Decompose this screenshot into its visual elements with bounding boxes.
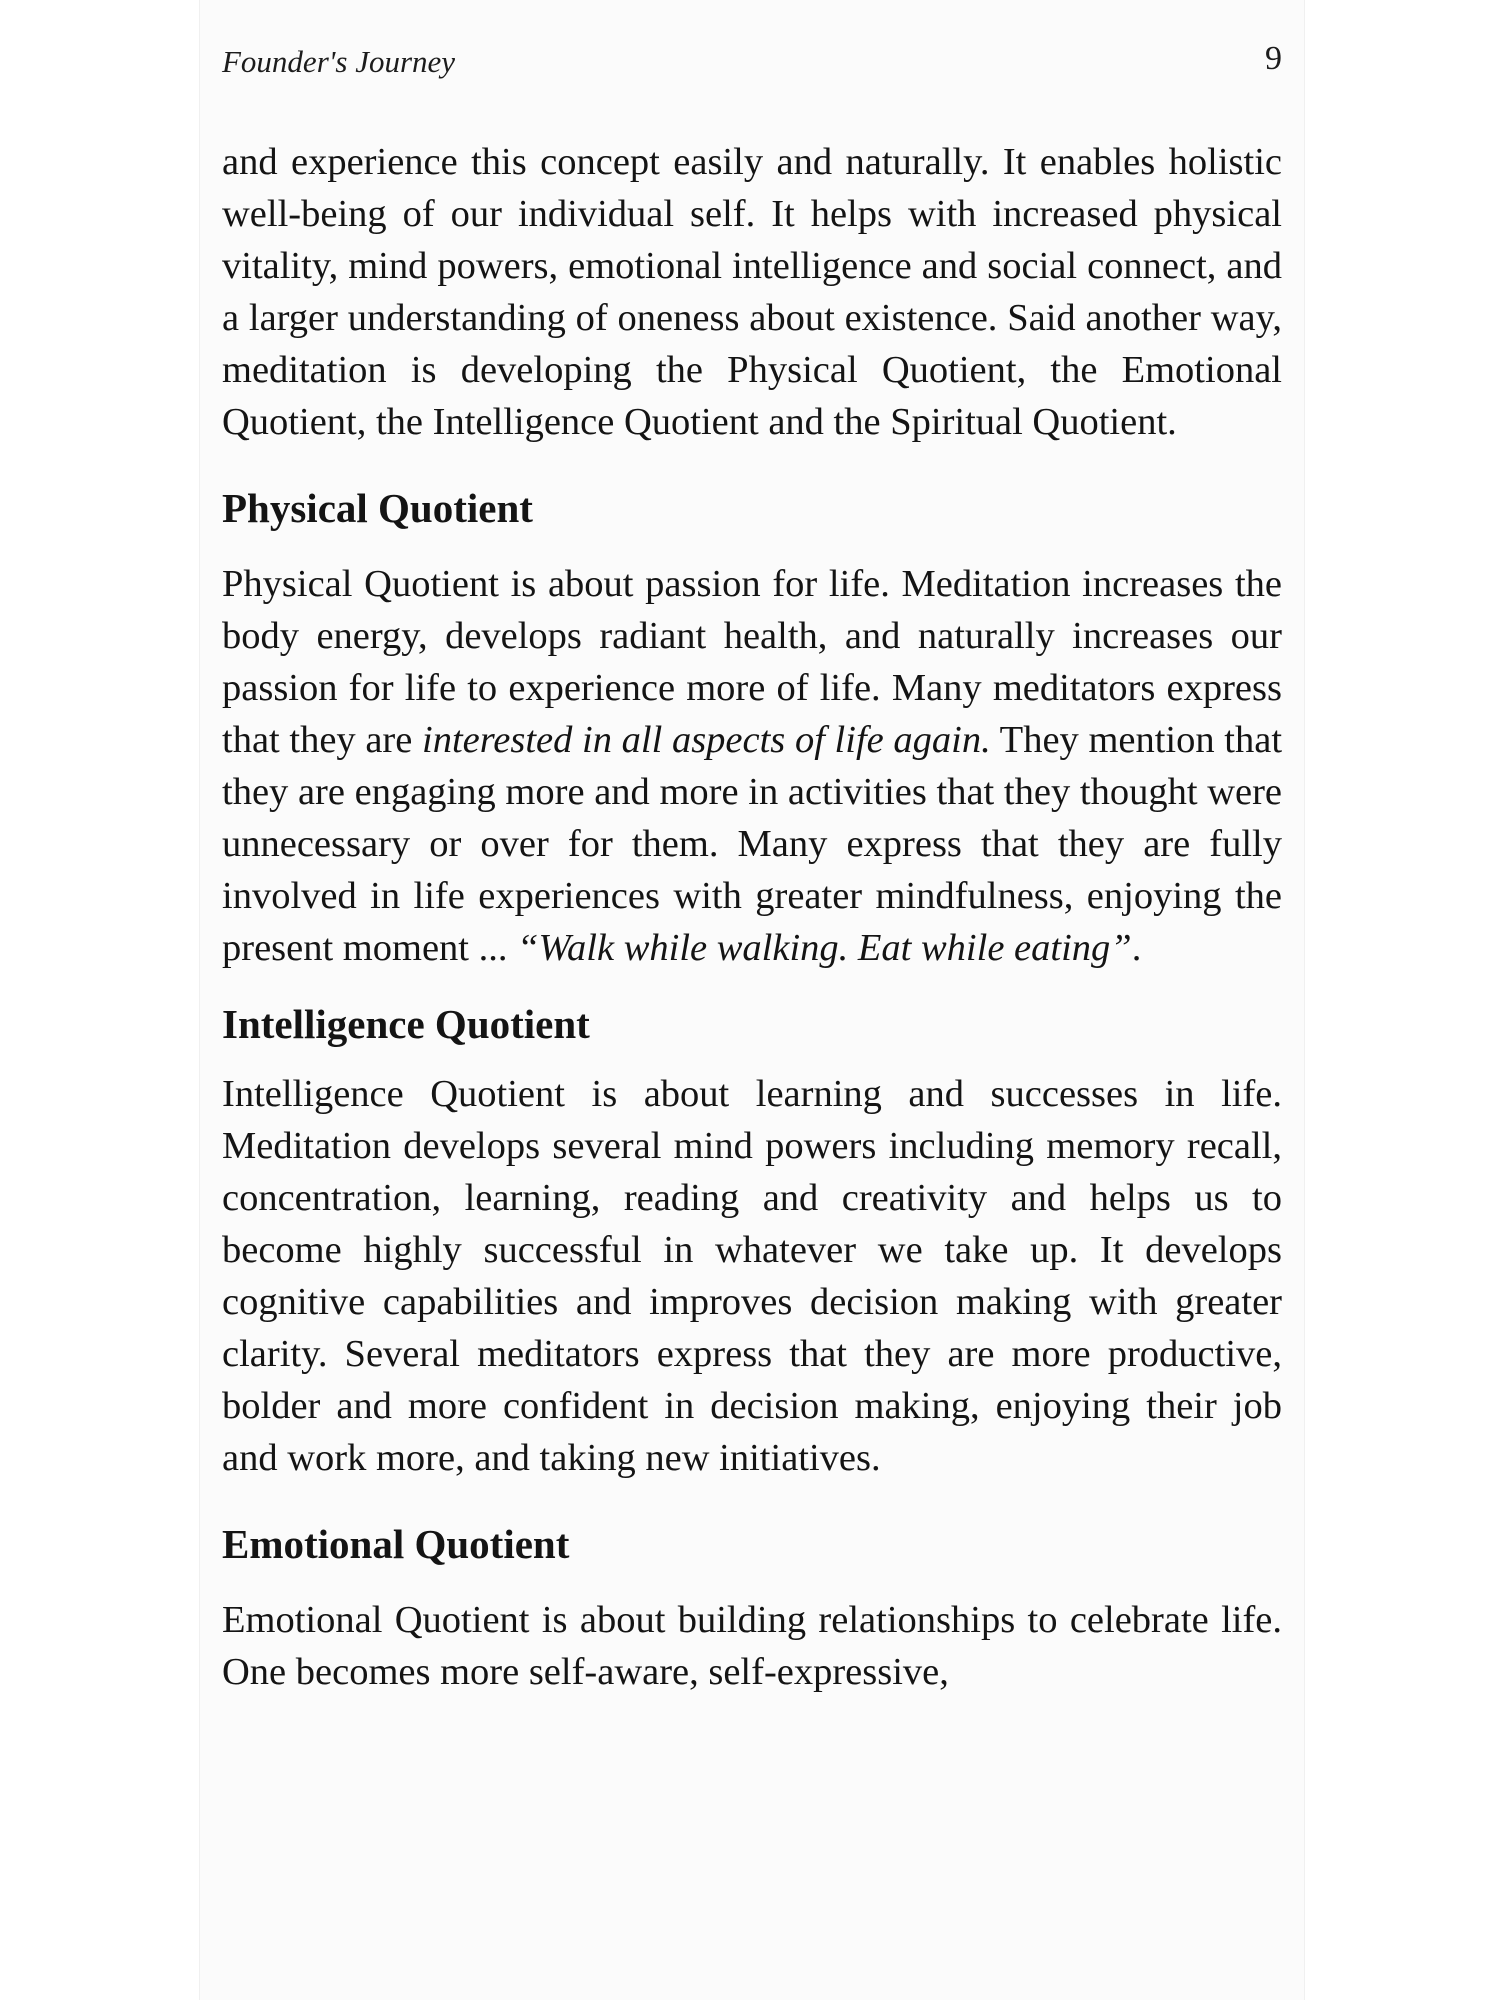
heading-emotional-quotient: Emotional Quotient [222, 1521, 570, 1567]
physical-italic-2: “Walk while walking. Eat while eating” [517, 927, 1132, 969]
heading-physical-quotient: Physical Quotient [222, 485, 533, 531]
physical-quotient-paragraph [222, 558, 1282, 974]
page-content [222, 136, 1282, 1698]
emotional-quotient-paragraph: Emotional Quotient is about building relationships to celebrate life. One becomes more self-aware, self-expressive, [222, 1599, 1282, 1693]
intelligence-quotient-paragraph: Intelligence Quotient is about learning and successes in life. Meditation develops several mind powers including memory recall, concentration, learning, reading and creativity and helps us to become highly successful in whatever we take up. It develops cognitive capabilities and improves decision making with greater clarity. Several meditators express that they are more productive, bolder and more confident in decision making, enjoying their job and work more, and taking new initiatives. [222, 1073, 1282, 1479]
intro-paragraph: and experience this concept easily and naturally. It enables holistic well-being of our individual self. It helps with increased physical vitality, mind powers, emotional intelligence and social connect, and a larger understanding of oneness about existence. Said another way, meditation is developing the Physical Quotient, the Emotional Quotient, the Intelligence Quotient and the Spiritual Quotient. [222, 141, 1282, 443]
running-head: Founder's Journey [222, 44, 456, 79]
physical-text-1: Physical Quotient is about passion for life. Meditation increases the body energy, develops radiant health, and naturally increases our passion for life to experience more of life. Many meditators express that they are [222, 563, 1282, 761]
physical-text-2: They mention that they are engaging more and more in activities that they thought were unnecessary or over for them. Many express that they are fully involved in life experiences with greater mindfulness, enjoying the present moment ... [222, 719, 1283, 969]
physical-italic-1: interested in all aspects of life again. [422, 719, 991, 761]
physical-text-3: . [1131, 927, 1142, 969]
book-page [200, 0, 1304, 2000]
heading-intelligence-quotient: Intelligence Quotient [222, 1001, 590, 1047]
page-number: 9 [1265, 40, 1282, 77]
